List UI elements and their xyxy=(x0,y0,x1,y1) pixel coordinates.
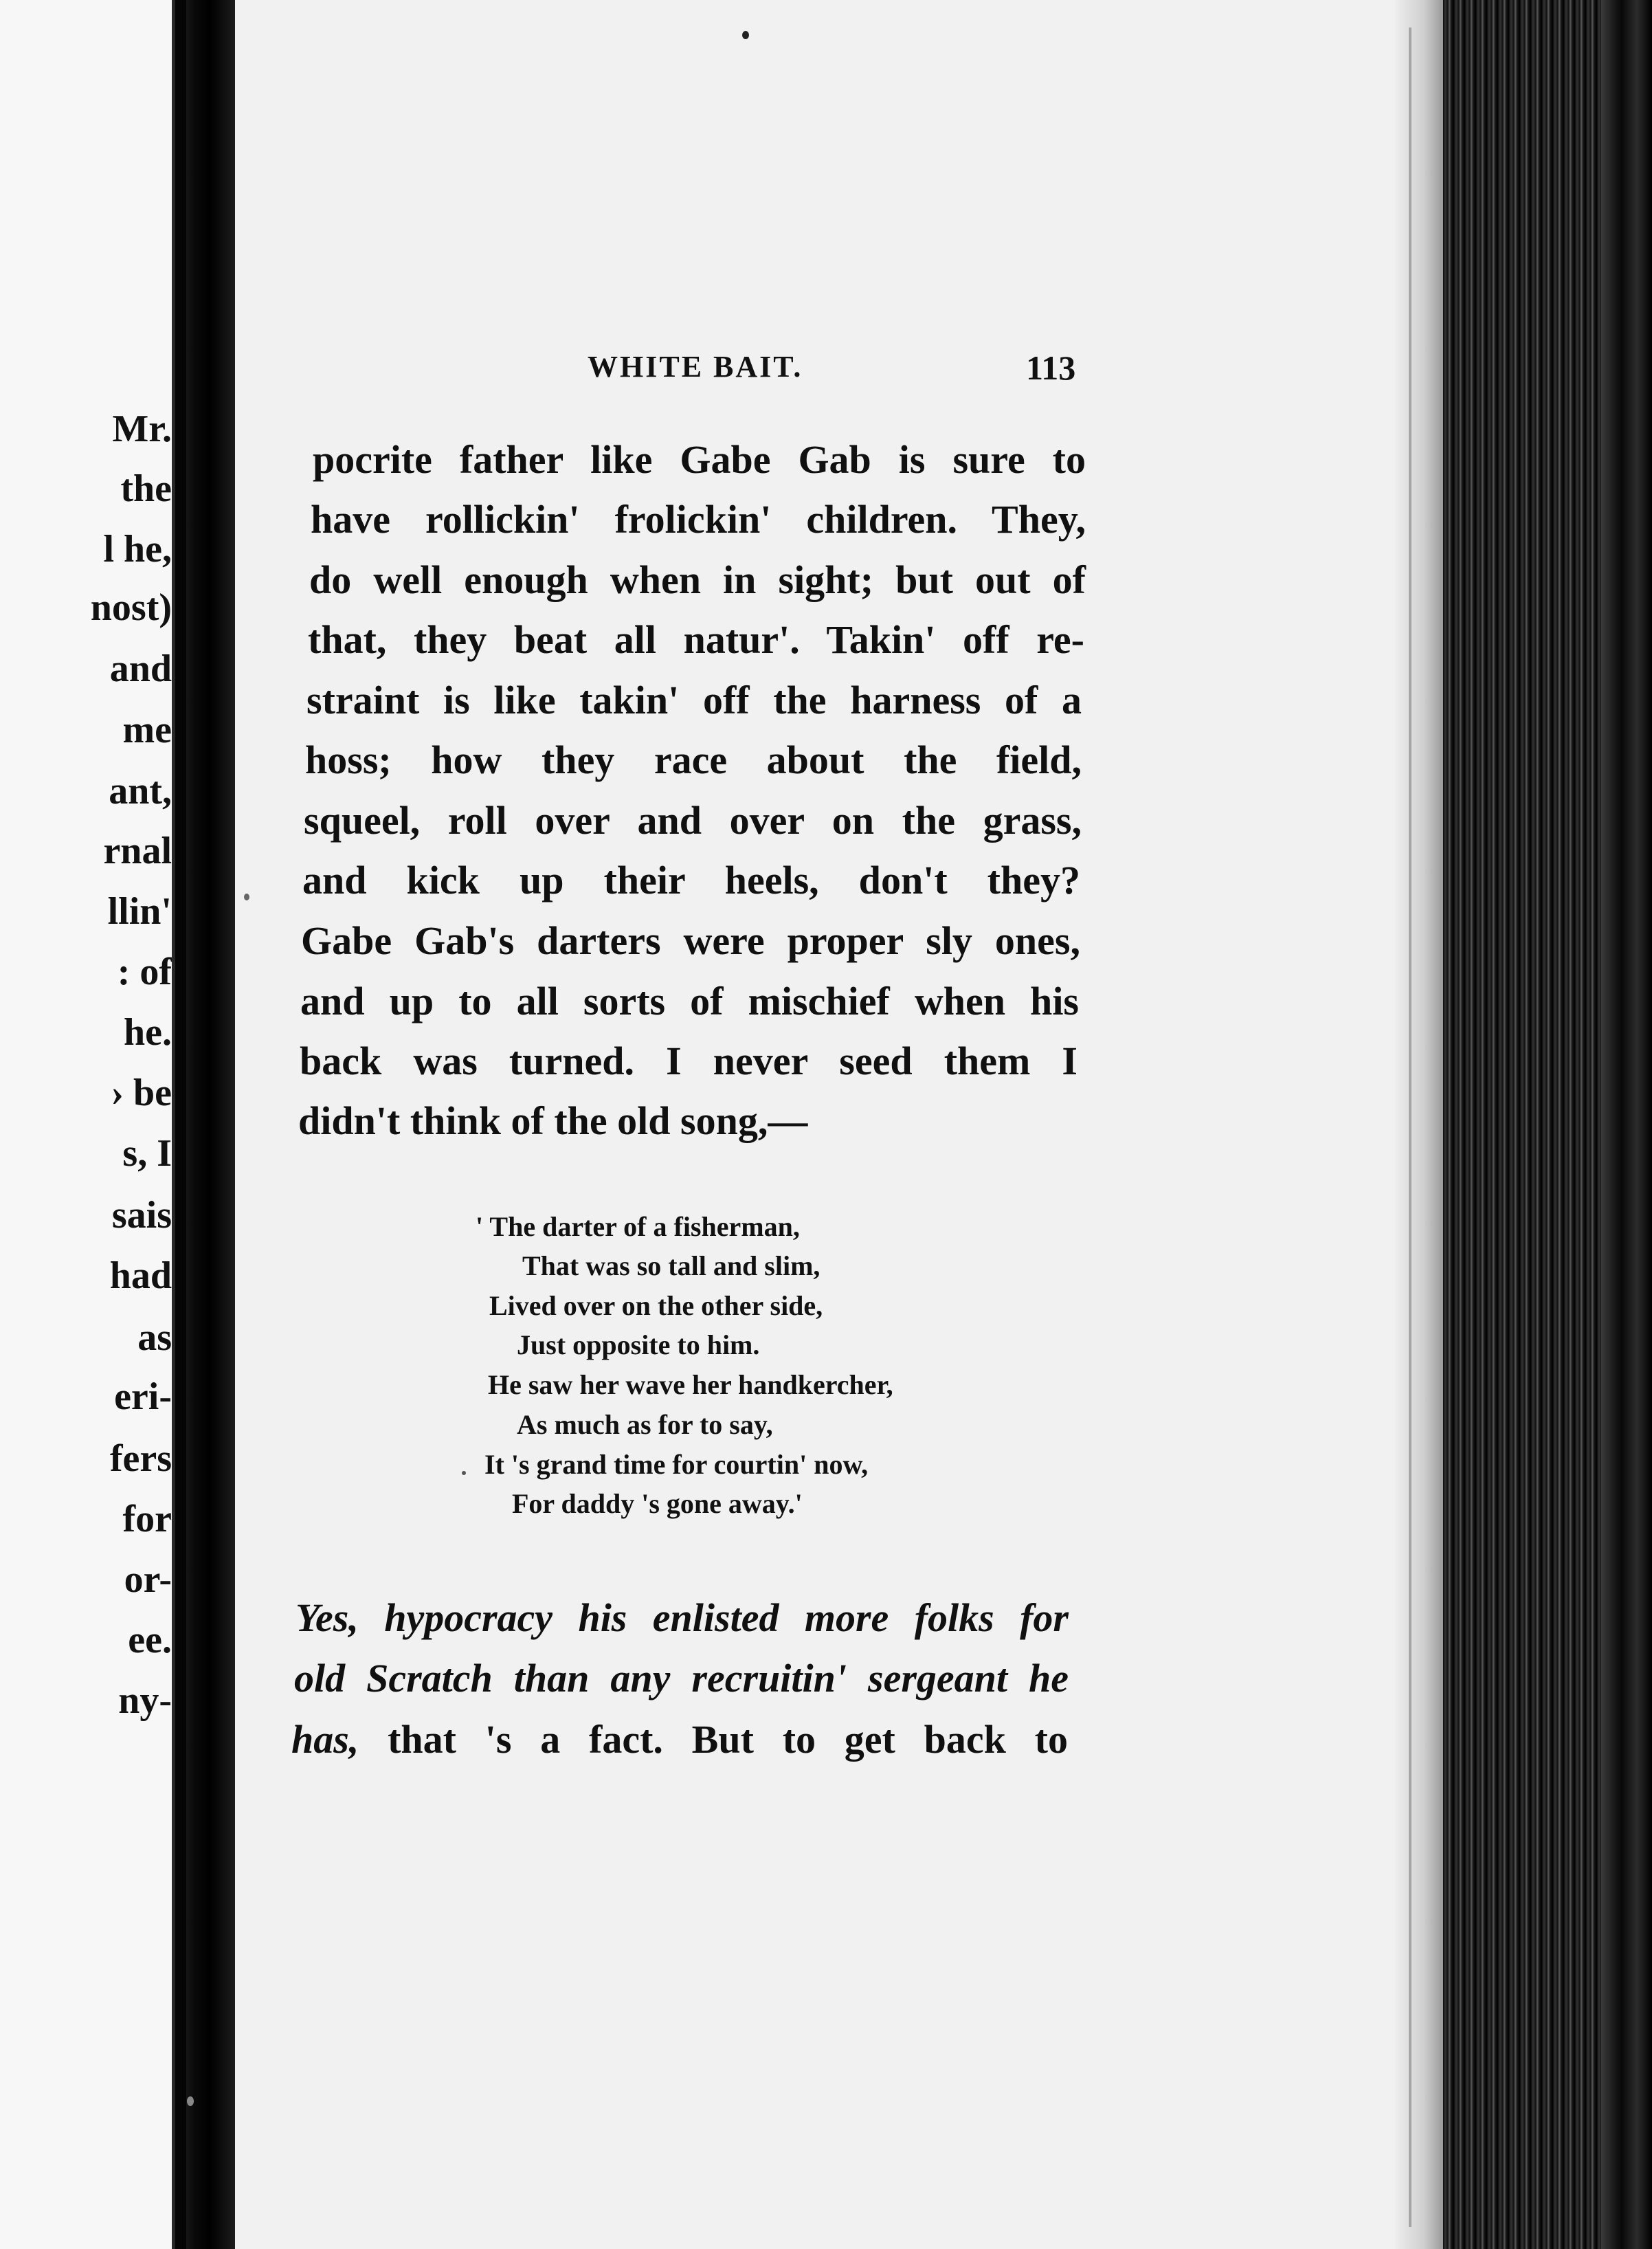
left-fragment: rnal xyxy=(103,830,172,872)
left-fragment: › be xyxy=(111,1072,172,1114)
text-line: and up to all sorts of mischief when his xyxy=(300,979,1079,1023)
text-line: squeel, roll over and over on the grass, xyxy=(304,798,1082,843)
text-line: back was turned. I never seed them I xyxy=(300,1039,1078,1083)
left-fragment: Mr. xyxy=(112,408,172,450)
text-line: hoss; how they race about the field, xyxy=(305,738,1082,782)
text-line: that, they beat all natur'. Takin' off re- xyxy=(308,617,1084,662)
left-fragment: me xyxy=(122,709,172,751)
page-fold-line xyxy=(1409,27,1411,2227)
left-fragment: nost) xyxy=(90,586,172,629)
roman-text: that 's a fact. But to get back to xyxy=(388,1717,1068,1762)
text-line: and kick up their heels, don't they? xyxy=(302,858,1080,902)
left-fragment: fers xyxy=(109,1437,172,1480)
text-line xyxy=(291,1717,1068,1762)
left-fragment: eri- xyxy=(114,1375,172,1418)
left-fragment: sais xyxy=(111,1194,172,1237)
left-fragment: the xyxy=(120,467,172,510)
left-fragment: he. xyxy=(124,1011,172,1054)
left-facing-page xyxy=(0,0,172,2249)
verse-line: Just opposite to him. xyxy=(517,1329,760,1360)
gutter-shadow-line xyxy=(175,0,186,2249)
text-line: pocrite father like Gabe Gab is sure to xyxy=(313,437,1086,482)
verse-line: For daddy 's gone away.' xyxy=(512,1488,803,1519)
book-cover-edge xyxy=(1601,0,1652,2249)
text-line: old Scratch than any recruitin' sergeant he xyxy=(294,1656,1069,1700)
text-line: have rollickin' frolickin' children. They, xyxy=(311,497,1086,542)
left-fragment: ny- xyxy=(118,1679,172,1722)
left-fragment: llin' xyxy=(107,890,172,933)
text-line: straint is like takin' off the harness of a xyxy=(306,678,1082,722)
left-fragment: had xyxy=(109,1254,172,1297)
italic-word: has, xyxy=(291,1717,359,1762)
verse-line: As much as for to say, xyxy=(517,1409,773,1440)
verse-line: He saw her wave her handkercher, xyxy=(488,1369,893,1400)
scan-speck xyxy=(462,1471,466,1475)
left-fragment: ant, xyxy=(109,770,172,812)
left-fragment: : of xyxy=(117,951,172,993)
scan-speck xyxy=(187,2096,194,2106)
verse-line: Lived over on the other side, xyxy=(489,1290,823,1321)
left-fragment: and xyxy=(109,647,172,690)
scan-speck xyxy=(244,894,249,900)
text-line: Yes, hypocracy his enlisted more folks for xyxy=(295,1595,1069,1640)
page-number: 113 xyxy=(1026,348,1076,387)
page-edge-shadow xyxy=(1395,0,1443,2249)
left-fragment: l he, xyxy=(103,528,172,570)
running-head: WHITE BAIT. xyxy=(588,350,803,384)
verse-line: It 's grand time for courtin' now, xyxy=(484,1449,869,1480)
left-fragment: or- xyxy=(124,1558,172,1601)
verse-line: That was so tall and slim, xyxy=(522,1250,821,1281)
text-line: didn't think of the old song,— xyxy=(298,1098,808,1143)
left-fragment: ee. xyxy=(128,1619,172,1661)
text-line: Gabe Gab's darters were proper sly ones, xyxy=(301,918,1080,963)
verse-line: ' The darter of a fisherman, xyxy=(476,1211,800,1242)
left-fragment: as xyxy=(137,1316,172,1359)
left-fragment: for xyxy=(122,1498,172,1540)
scan-speck xyxy=(742,31,749,39)
left-fragment: s, I xyxy=(122,1132,172,1175)
text-line: do well enough when in sight; but out of xyxy=(309,557,1086,602)
